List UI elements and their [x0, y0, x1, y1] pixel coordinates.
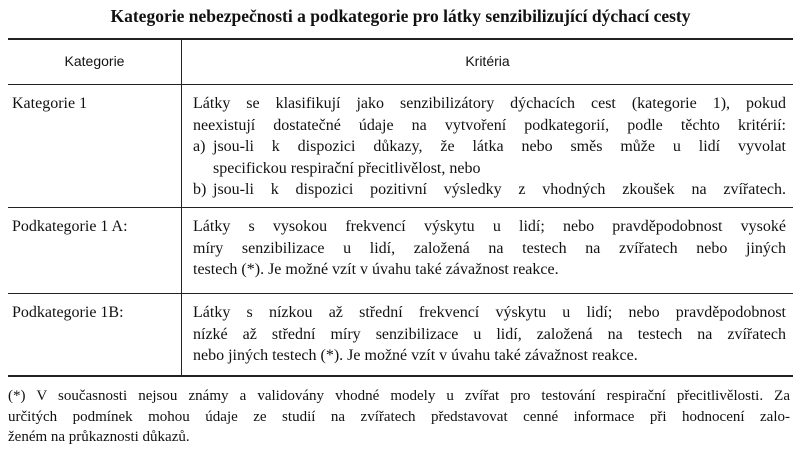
row-2-line: Látky s vysokou frekvencí výskytu u lidí; nebo pravděpodobnost vysoké	[193, 218, 786, 235]
row-1-category: Kategorie 1	[12, 95, 88, 112]
list-item-a	[193, 136, 786, 179]
table-top-border	[8, 38, 793, 40]
column-header-category: Kategorie	[64, 53, 125, 69]
column-divider	[181, 38, 182, 376]
list-item-line: jsou-li k dispozici důkazy, že látka nebo směs může u lidí vyvolat	[213, 138, 786, 155]
list-item-line: specifickou respirační přecitlivělost, nebo	[213, 159, 481, 177]
column-header-criteria: Kritéria	[465, 53, 510, 69]
row-2-criteria	[193, 216, 786, 281]
row-1-criteria	[193, 93, 786, 201]
footnote-line: (*) V současnosti nejsou známy a validovány vhodné modely u zvířat pro testování respirační přecitlivělosti. Za	[8, 388, 790, 404]
row-1-bottom-border	[8, 207, 793, 208]
row-3-criteria	[193, 302, 786, 367]
row-3-line: nízké až střední míry senzibilizace u lidí, založená na testech na zvířatech	[193, 325, 786, 343]
row-2-line: testech (*). Je možné vzít v úvahu také závažnost reakce.	[193, 261, 559, 278]
table-title: Kategorie nebezpečnosti a podkategorie pro látky senzibilizující dýchací cesty	[110, 6, 691, 26]
footnote-line: ženém na průkaznosti důkazů.	[8, 429, 190, 445]
list-item-line: jsou-li k dispozici pozitivní výsledky z vhodných zkoušek na zvířatech.	[213, 181, 786, 198]
header-bottom-border	[8, 84, 793, 85]
row-2-bottom-border	[8, 293, 793, 294]
row-1-intro-line: Látky se klasifikují jako senzibilizátory dýchacích cest (kategorie 1), pokud	[193, 95, 786, 112]
footnote	[8, 386, 790, 448]
row-3-line: nebo jiných testech (*). Je možné vzít v úvahu také závažnost reakce.	[193, 347, 638, 364]
row-2-category: Podkategorie 1 A:	[12, 218, 128, 235]
list-item-b	[193, 179, 786, 201]
row-3-line: Látky s nízkou až střední frekvencí výskytu u lidí; nebo pravděpodobnost	[193, 304, 786, 321]
list-marker: b)	[193, 181, 207, 198]
row-2-line: míry senzibilizace u lidí, založená na testech na zvířatech nebo jiných	[193, 239, 786, 257]
list-marker: a)	[193, 138, 206, 155]
footnote-line: určitých podmínek mohou údaje ze studií na zvířatech představovat cenné informace při hodnocení zalo-	[8, 408, 790, 425]
row-3-category: Podkategorie 1B:	[12, 304, 124, 321]
table-bottom-border	[8, 375, 793, 377]
row-1-intro-line: neexistují dostatečné údaje na vytvoření podkategorií, podle těchto kritérií:	[193, 116, 786, 134]
